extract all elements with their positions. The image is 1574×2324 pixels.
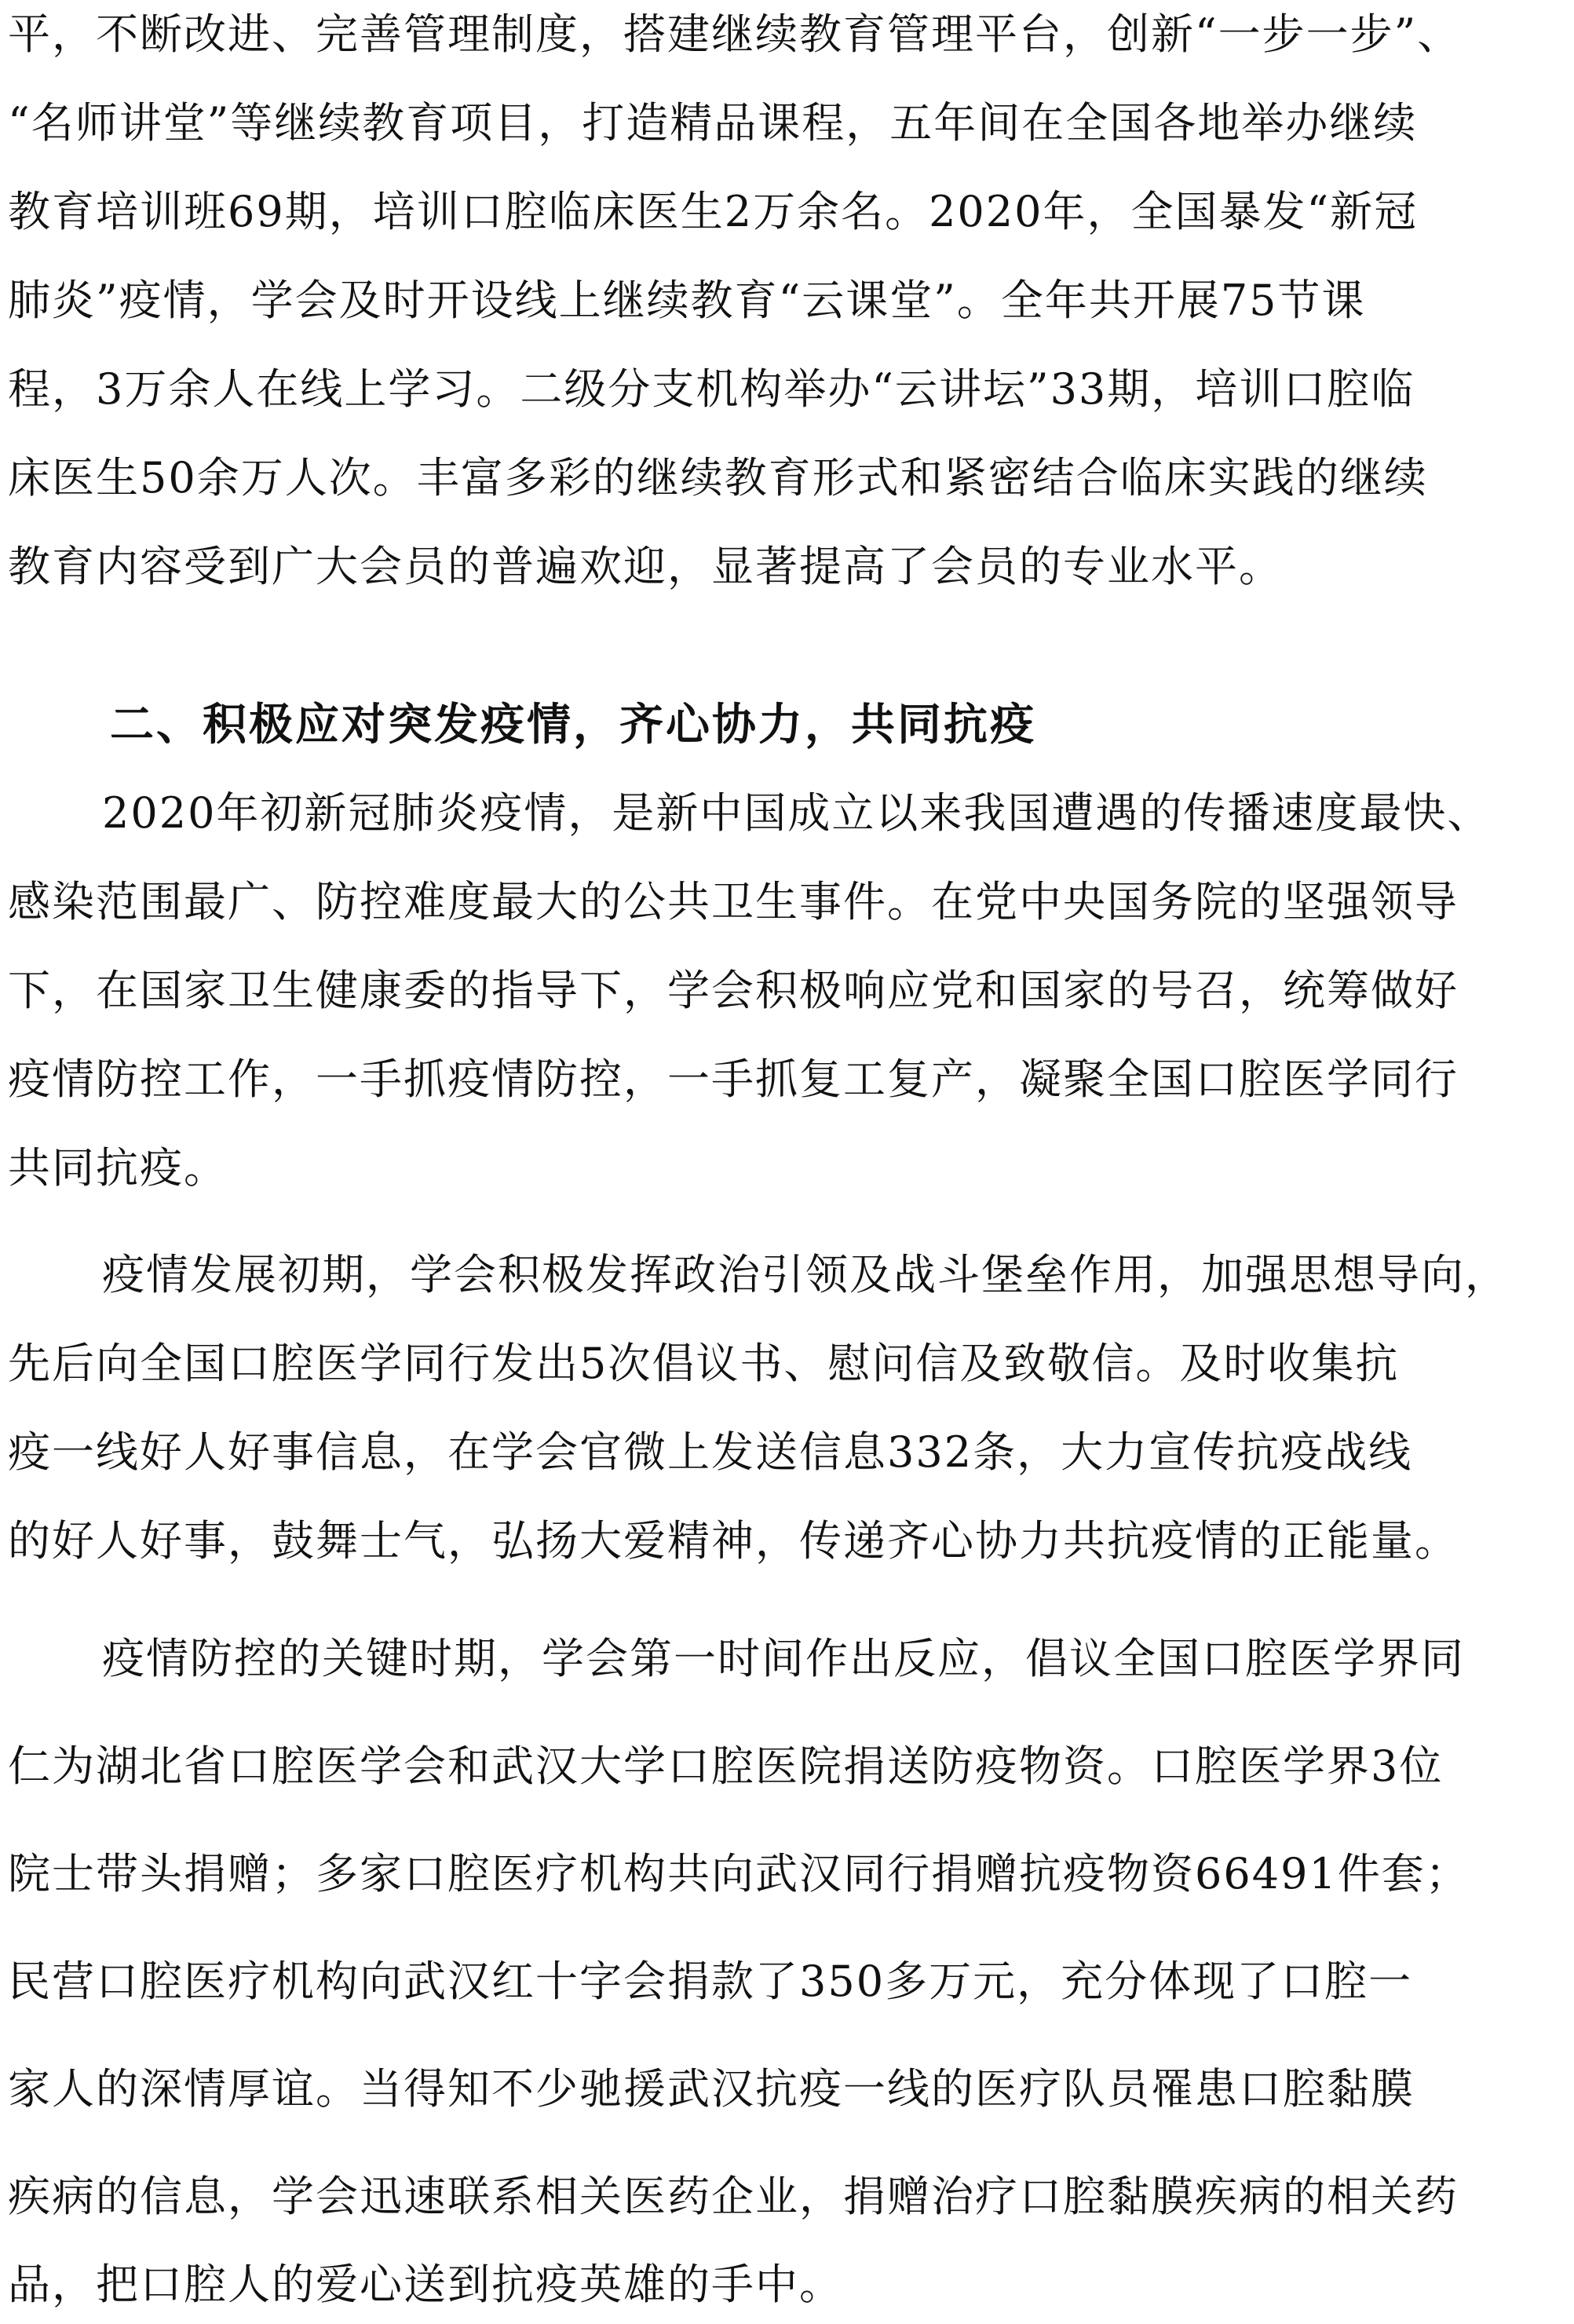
paragraph-line: 先后向全国口腔医学同行发出5次倡议书、慰问信及致敬信。及时收集抗 — [8, 1339, 1400, 1388]
paragraph-line: 疫情防控工作，一手抓疫情防控，一手抓复工复产，凝聚全国口腔医学同行 — [8, 1054, 1459, 1104]
paragraph-line: 程，3万余人在线上学习。二级分支机构举办“云讲坛”33期，培训口腔临 — [8, 364, 1415, 414]
paragraph-line: 家人的深情厚谊。当得知不少驰援武汉抗疫一线的医疗队员罹患口腔黏膜 — [8, 2064, 1415, 2114]
paragraph-line: 的好人好事，鼓舞士气，弘扬大爱精神，传递齐心协力共抗疫情的正能量。 — [8, 1516, 1459, 1566]
paragraph-line: 平，不断改进、完善管理制度，搭建继续教育管理平台，创新“一步一步”、 — [8, 9, 1462, 59]
paragraph-line: “名师讲堂”等继续教育项目，打造精品课程，五年间在全国各地举办继续 — [8, 98, 1418, 148]
paragraph-line: 下，在国家卫生健康委的指导下，学会积极响应党和国家的号召，统筹做好 — [8, 966, 1459, 1015]
paragraph-line: 床医生50余万人次。丰富多彩的继续教育形式和紧密结合临床实践的继续 — [8, 453, 1428, 502]
paragraph-line: 疫情防控的关键时期，学会第一时间作出反应，倡议全国口腔医学界同 — [102, 1634, 1465, 1683]
paragraph-line: 疾病的信息，学会迅速联系相关医药企业，捐赠治疗口腔黏膜疾病的相关药 — [8, 2172, 1459, 2221]
section-heading: 二、积极应对突发疫情，齐心协力，共同抗疫 — [110, 700, 1036, 751]
paragraph-line: 教育内容受到广大会员的普遍欢迎，显著提高了会员的专业水平。 — [8, 542, 1283, 591]
paragraph-line: 仁为湖北省口腔医学会和武汉大学口腔医院捐送防疫物资。口腔医学界3位 — [8, 1741, 1444, 1791]
paragraph-line: 教育培训班69期，培训口腔临床医生2万余名。2020年，全国暴发“新冠 — [8, 187, 1419, 236]
paragraph-line: 品，把口腔人的爱心送到抗疫英雄的手中。 — [8, 2260, 843, 2309]
paragraph-line: 感染范围最广、防控难度最大的公共卫生事件。在党中央国务院的坚强领导 — [8, 877, 1459, 926]
paragraph-line: 肺炎”疫情，学会及时开设线上继续教育“云课堂”。全年共开展75节课 — [8, 276, 1366, 325]
paragraph-line: 院士带头捐赠；多家口腔医疗机构共向武汉同行捐赠抗疫物资66491件套； — [8, 1849, 1470, 1898]
paragraph-line: 2020年初新冠肺炎疫情，是新中国成立以来我国遭遇的传播速度最快、 — [102, 788, 1492, 838]
paragraph-line: 共同抗疫。 — [8, 1143, 228, 1193]
paragraph-line: 疫情发展初期，学会积极发挥政治引领及战斗堡垒作用，加强思想导向， — [102, 1250, 1509, 1299]
paragraph-line: 疫一线好人好事信息，在学会官微上发送信息332条，大力宣传抗疫战线 — [8, 1427, 1413, 1477]
paragraph-line: 民营口腔医疗机构向武汉红十字会捐款了350多万元，充分体现了口腔一 — [8, 1957, 1413, 2006]
